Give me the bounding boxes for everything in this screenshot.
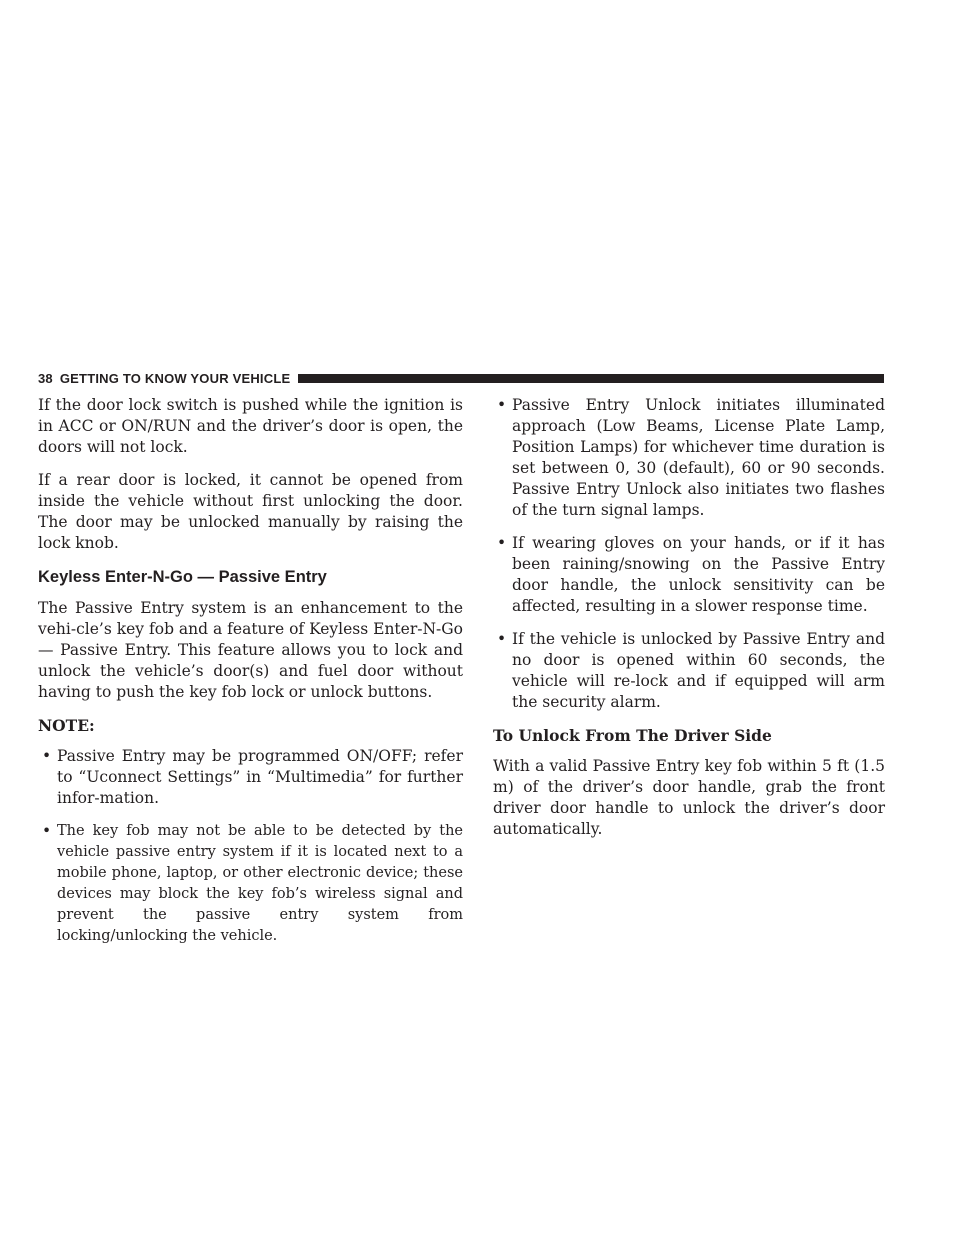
bullet-icon: • [497,396,507,414]
left-column [38,395,463,959]
section-title: GETTING TO KNOW YOUR VEHICLE [59,370,291,386]
list-item-text: If wearing gloves on your hands, or if it has been raining/snowing on the Passive Entry door handle, the unlock sensitivity can be affected, resulting in a slower response time. [512,534,885,615]
bullet-icon: • [497,630,507,648]
list-item [493,629,885,713]
subheading-unlock-driver-side: To Unlock From The Driver Side [493,726,772,745]
note-list [38,746,463,947]
header-rule [298,374,884,383]
page-header [38,370,884,386]
right-column [493,395,885,852]
bullet-icon: • [42,747,52,765]
paragraph-unlock-driver: With a valid Passive Entry key fob within 5 ft (1.5 m) of the driver’s door handle, grab the front driver door handle to unlock the driver’s door automatically. [493,757,885,838]
bullet-icon: • [497,534,507,552]
page-number: 38 [38,370,53,386]
list-item [493,533,885,617]
list-item-text: Passive Entry Unlock initiates illuminated approach (Low Beams, License Plate Lamp, Position Lamps) for whichever time duration is set between 0, 30 (default), 60 or 90 seconds. Passive Entry Unlock also initiates two flashes of the turn signal lamps. [512,396,885,519]
section-heading-passive-entry: Keyless Enter-N-Go — Passive Entry [38,568,327,586]
list-item-text: Passive Entry may be programmed ON/OFF; refer to “Uconnect Settings” in “Multimedia” for further infor-mation. [57,747,463,807]
passive-entry-list [493,395,885,713]
list-item [38,746,463,809]
bullet-icon: • [42,822,52,840]
paragraph-passive-entry-intro: The Passive Entry system is an enhancement to the vehi-cle’s key fob and a feature of Keyless Enter-N-Go — Passive Entry. This feature allows you to lock and unlock the vehicle’s door(s) and fuel door without having to push the key fob lock or unlock buttons. [38,599,463,701]
list-item-text: If the vehicle is unlocked by Passive Entry and no door is opened within 60 seconds, the vehicle will re-lock and if equipped will arm the security alarm. [512,630,885,711]
paragraph-rear-door: If a rear door is locked, it cannot be opened from inside the vehicle without first unlocking the door. The door may be unlocked manually by raising the lock knob. [38,471,463,552]
note-label: NOTE: [38,716,95,735]
list-item [493,395,885,521]
list-item [38,821,463,947]
list-item-text: The key fob may not be able to be detected by the vehicle passive entry system if it is located next to a mobile phone, laptop, or other electronic device; these devices may block the key fob’s wireless signal and prevent the passive entry system from locking/unlocking the vehicle. [57,823,463,944]
paragraph-door-lock-switch: If the door lock switch is pushed while the ignition is in ACC or ON/RUN and the driver’s door is open, the doors will not lock. [38,396,463,456]
